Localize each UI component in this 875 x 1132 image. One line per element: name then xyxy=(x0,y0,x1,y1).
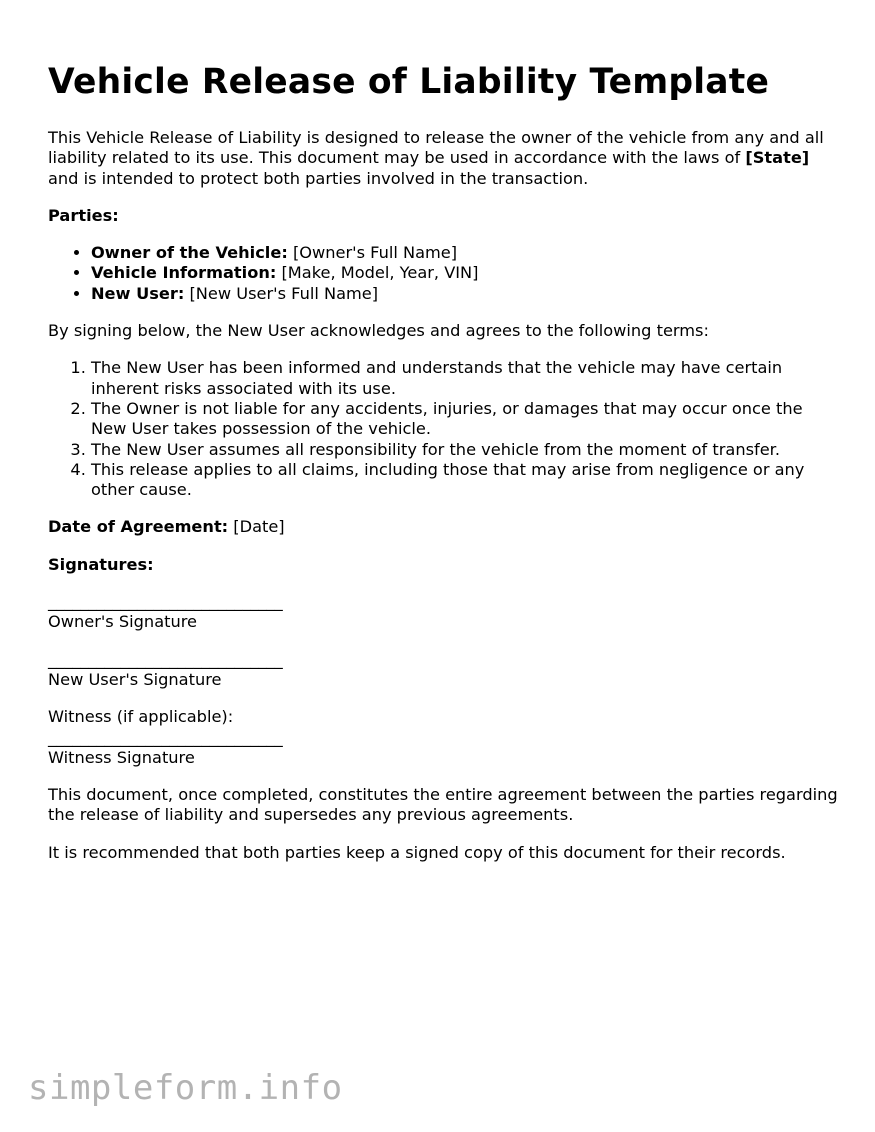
party-value: [Make, Model, Year, VIN] xyxy=(276,263,479,283)
owner-signature-line[interactable]: _____________________________ xyxy=(48,592,283,612)
party-label: Owner of the Vehicle: xyxy=(91,243,288,263)
list-item: 2. The Owner is not liable for any accidents, injuries, or damages that may occur once the New User takes possession of the vehicle. xyxy=(91,399,838,440)
date-of-agreement xyxy=(48,517,838,537)
witness-signature-line[interactable]: _____________________________ xyxy=(48,727,283,747)
new-user-signature-label: New User's Signature xyxy=(48,669,222,689)
list-item xyxy=(91,243,838,263)
list-item: 3. The New User assumes all responsibility for the vehicle from the moment of transfer. xyxy=(91,440,838,460)
new-user-signature-line[interactable]: _____________________________ xyxy=(48,649,283,669)
watermark: simpleform.info xyxy=(28,1068,343,1108)
parties-heading: Parties: xyxy=(48,205,119,225)
intro-text-2: and is intended to protect both parties involved in the transaction. xyxy=(48,168,589,188)
party-label: New User: xyxy=(91,283,185,303)
closing-paragraph-1: This document, once completed, constitutes the entire agreement between the parties regarding the release of liability and supersedes any previous agreements. xyxy=(48,785,838,825)
date-label: Date of Agreement: xyxy=(48,517,229,537)
witness-prompt: Witness (if applicable): xyxy=(48,707,234,727)
list-item: 1. The New User has been informed and understands that the vehicle may have certain inherent risks associated with its use. xyxy=(91,358,838,399)
document-page xyxy=(48,0,838,863)
new-user-signature-block xyxy=(48,650,838,691)
signatures-heading: Signatures: xyxy=(48,554,154,574)
parties-list xyxy=(48,243,838,304)
party-value: [New User's Full Name] xyxy=(184,283,379,303)
date-value: [Date] xyxy=(228,517,285,537)
acknowledgement-text: By signing below, the New User acknowledges and agrees to the following terms: xyxy=(48,321,709,341)
document-title: Vehicle Release of Liability Template xyxy=(48,62,770,102)
list-item xyxy=(91,263,838,283)
terms-list xyxy=(48,358,838,500)
intro-paragraph xyxy=(48,128,838,189)
witness-signature-label: Witness Signature xyxy=(48,747,195,767)
party-label: Vehicle Information: xyxy=(91,263,277,283)
witness-signature-block xyxy=(48,728,838,769)
closing-paragraph-2: It is recommended that both parties keep a signed copy of this document for their records. xyxy=(48,842,786,862)
intro-text-1: This Vehicle Release of Liability is designed to release the owner of the vehicle from any and all liability related to its use. This document may be used in accordance with the laws of xyxy=(48,128,824,168)
party-value: [Owner's Full Name] xyxy=(287,243,458,263)
state-placeholder: [State] xyxy=(745,148,810,168)
list-item xyxy=(91,284,838,304)
owner-signature-label: Owner's Signature xyxy=(48,612,197,632)
owner-signature-block xyxy=(48,592,838,633)
list-item: 4. This release applies to all claims, including those that may arise from negligence or any other cause. xyxy=(91,460,838,501)
